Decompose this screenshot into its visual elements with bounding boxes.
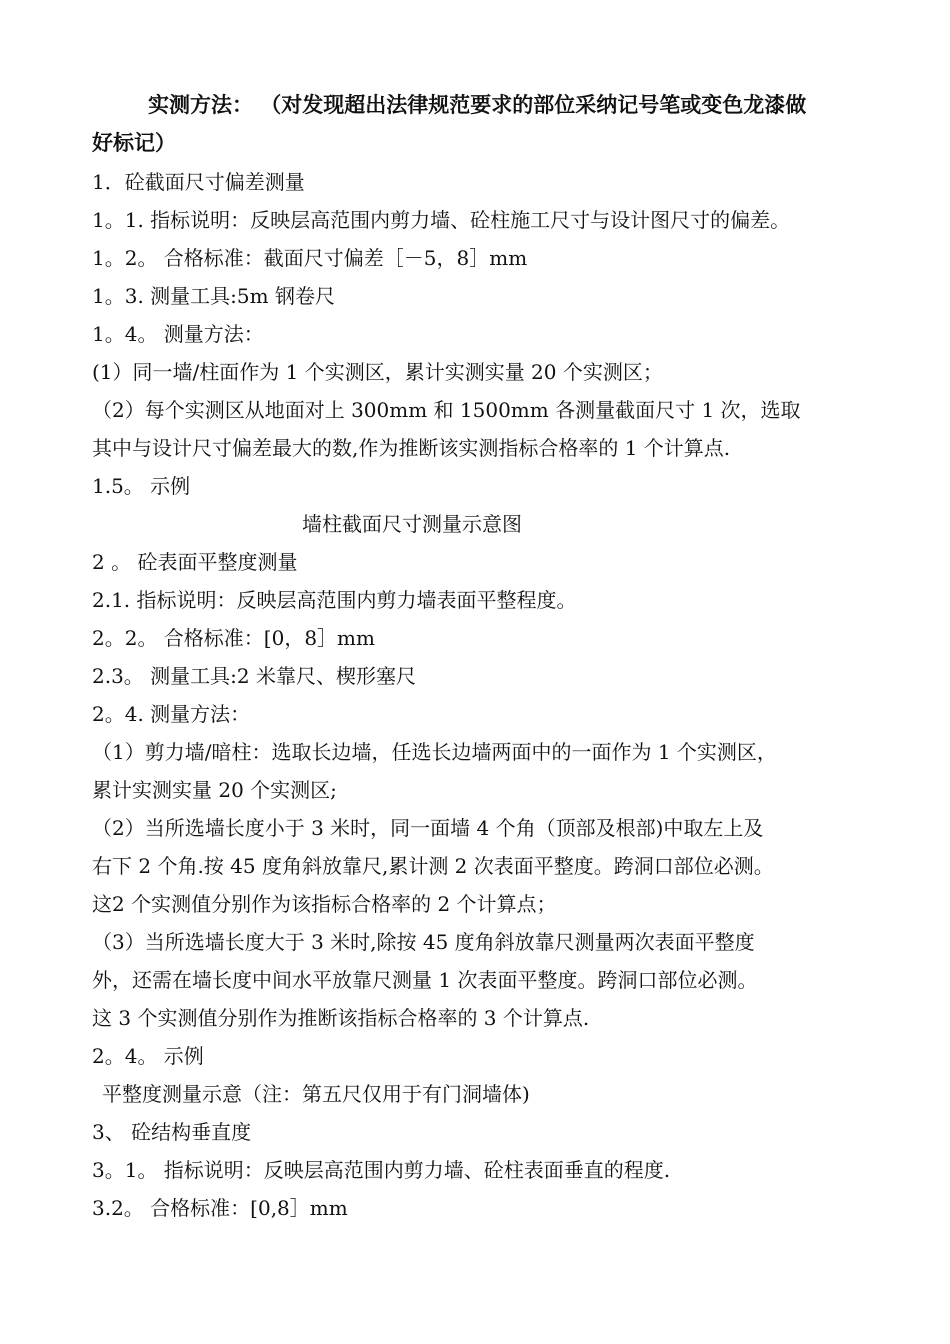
text-line: 3。1。 指标说明：反映层高范围内剪力墙、砼柱表面垂直的程度. bbox=[92, 1158, 671, 1182]
text-line: 1.5。 示例 bbox=[92, 474, 191, 498]
text-line: 1。3. 测量工具:5m 钢卷尺 bbox=[92, 284, 335, 308]
text-line: 2.1. 指标说明：反映层高范围内剪力墙表面平整程度。 bbox=[92, 588, 577, 612]
heading-line-2: 好标记） bbox=[92, 130, 176, 155]
section-1-title: 1．砼截面尺寸偏差测量 bbox=[92, 170, 305, 194]
text-line: 右下 2 个角.按 45 度角斜放靠尺,累计测 2 次表面平整度。跨洞口部位必测。 bbox=[92, 854, 774, 878]
text-line: 1。4。 测量方法： bbox=[92, 322, 264, 346]
text-line: 2。4. 测量方法： bbox=[92, 702, 251, 726]
text-line: 这 3 个实测值分别作为推断该指标合格率的 3 个计算点. bbox=[92, 1006, 590, 1030]
text-line: 这2 个实测值分别作为该指标合格率的 2 个计算点； bbox=[92, 892, 557, 916]
heading-line-1: 实测方法： （对发现超出法律规范要求的部位采纳记号笔或变色龙漆做 bbox=[148, 92, 807, 117]
text-line: （1）剪力墙/暗柱：选取长边墙，任选长边墙两面中的一面作为 1 个实测区， bbox=[92, 740, 777, 764]
figure-caption: 墙柱截面尺寸测量示意图 bbox=[302, 512, 522, 536]
text-line: 3.2。 合格标准：[0,8］mm bbox=[92, 1196, 348, 1220]
section-2-title: 2 。 砼表面平整度测量 bbox=[92, 550, 298, 574]
text-line: 外，还需在墙长度中间水平放靠尺测量 1 次表面平整度。跨洞口部位必测。 bbox=[92, 968, 758, 992]
text-line: 1。1. 指标说明：反映层高范围内剪力墙、砼柱施工尺寸与设计图尺寸的偏差。 bbox=[92, 208, 791, 232]
text-line: （2）当所选墙长度小于 3 米时，同一面墙 4 个角（顶部及根部)中取左上及 bbox=[92, 816, 764, 840]
text-line: 2。2。 合格标准：[0，8］mm bbox=[92, 626, 375, 650]
text-line: (1）同一墙/柱面作为 1 个实测区，累计实测实量 20 个实测区； bbox=[92, 360, 663, 384]
text-line: 2。4。 示例 bbox=[92, 1044, 204, 1068]
section-3-title: 3、 砼结构垂直度 bbox=[92, 1120, 252, 1144]
text-line: 其中与设计尺寸偏差最大的数,作为推断该实测指标合格率的 1 个计算点. bbox=[92, 436, 731, 460]
text-line: （2）每个实测区从地面对上 300mm 和 1500mm 各测量截面尺寸 1 次，选取 bbox=[92, 398, 801, 422]
text-line: 1。2。 合格标准：截面尺寸偏差［－5，8］mm bbox=[92, 246, 528, 270]
text-line: 累计实测实量 20 个实测区; bbox=[92, 778, 337, 802]
text-line: 2.3。 测量工具:2 米靠尺、楔形塞尺 bbox=[92, 664, 416, 688]
figure-caption: 平整度测量示意（注：第五尺仅用于有门洞墙体) bbox=[102, 1082, 530, 1106]
text-line: （3）当所选墙长度大于 3 米时,除按 45 度角斜放靠尺测量两次表面平整度 bbox=[92, 930, 755, 954]
